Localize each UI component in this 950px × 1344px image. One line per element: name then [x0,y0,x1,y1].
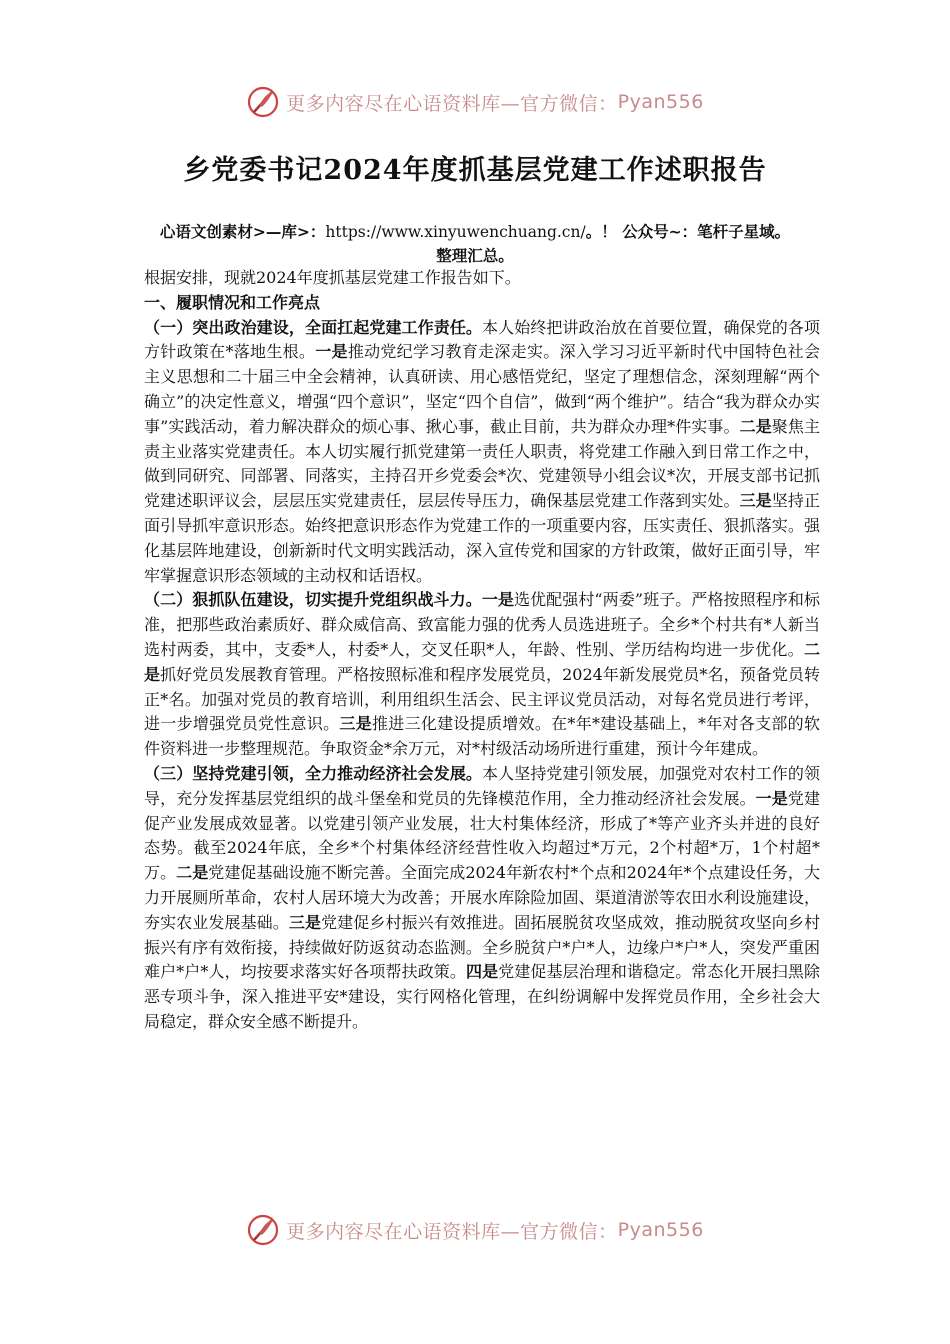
paragraph-text: 推进三化建设提质增效。在*年*建设基础上，*年对各支部的软件资料进一步整理规范。争取资金*余万元，对*村级活动场所进行重建，预计今年建成。 [144,714,820,759]
keyword: 二是 [144,639,820,684]
paragraph-team [144,588,820,762]
watermark-id: Pyan556 [617,91,704,113]
paragraph-text: 党建促产业发展成效显著。以党建引领产业发展，壮大村集体经济，形成了*等产业齐头并进的良好态势。截至2024年底，全乡*个村集体经济经营性收入均超过*万元，2个村超*万，1个村超*万。 [144,788,820,883]
source-url: https://www.xinyuwenchuang.cn/ [325,223,586,241]
watermark-text: 更多内容尽在心语资料库—官方微信： [286,1220,618,1243]
keyword: 三是 [288,912,322,932]
paragraph-lead: （二）狠抓队伍建设，切实提升党组织战斗力。 [144,590,482,610]
document-title: 乡党委书记2024年度抓基层党建工作述职报告 [183,155,767,186]
paragraph-lead: （三）坚持党建引领，全力推动经济社会发展。 [144,763,483,783]
intro-paragraph: 根据安排，现就2024年度抓基层党建工作报告如下。 [144,268,521,287]
keyword: 二是 [739,416,772,436]
document-body [144,266,820,1035]
watermark-header [0,82,950,122]
keyword: 一是 [315,342,348,362]
paragraph-text: 本人坚持党建引领发展，加强党对农村工作的领导，充分发挥基层党组织的战斗堡垒和党员的先锋模范作用，全力推动经济社会发展。 [144,763,820,808]
paragraph-political [144,316,820,589]
paragraph-text: 推动党纪学习教育走深走实。深入学习习近平新时代中国特色社会主义思想和二十届三中全会精神，认真研读、用心感悟党纪，坚定了理想信念，深刻理解“两个确立”的决定性意义，增强“四个意识”，坚定“四个自信”，做到“两个维护”。结合“我为群众办实事”实践活动，着力解决群众的烦心事、揪心事，截止目前，共为群众办理*件实事。 [144,342,820,436]
paragraph-text: 抓好党员发展教育管理。严格按照标准和程序发展党员，2024年新发展党员*名，预备党员转正*名。加强对党员的教育培训，利用组织生活会、民主评议党员活动，对每名党员进行考评，进一步增强党员党性意识。 [144,664,820,734]
section-heading [144,291,820,316]
watermark-id: Pyan556 [617,1219,704,1241]
paragraph-economy [144,762,820,1035]
paragraph-text: 聚焦主责主业落实党建责任。本人切实履行抓党建第一责任人职责，将党建工作融入到日常工作之中，做到同研究、同部署、同落实，主持召开乡党委会*次、党建领导小组会议*次，开展支部书记抓党建述职评议会，层层压实党建责任，层层传导压力，确保基层党建工作落到实处。 [144,416,820,511]
paragraph-text: 党建促基层治理和谐稳定。常态化开展扫黑除恶专项斗争，深入推进平安*建设，实行网格化管理，在纠纷调解中发挥党员作用，全乡社会大局稳定，群众安全感不断提升。 [144,962,820,1031]
keyword: 三是 [339,714,372,734]
feather-logo-icon [246,1213,280,1247]
keyword: 二是 [176,863,209,883]
keyword: 一是 [755,788,788,808]
keyword: 一是 [481,590,514,610]
section-heading-text: 一、履职情况和工作亮点 [144,292,321,312]
keyword: 三是 [739,491,772,511]
keyword: 四是 [465,962,499,982]
paragraph-text: 选优配强村“两委”班子。严格按照程序和标准，把那些政治素质好、群众威信高、致富能力强的优秀人员选进班子。全乡*个村共有*人新当选村两委，其中，支委*人，村委*人，交叉任职*人，年龄、性别、学历结构均进一步优化。 [144,590,820,659]
source-prefix: 心语文创素材>—库>： [159,223,326,241]
feather-logo-icon [246,85,280,119]
paragraph-text: 党建促基础设施不断完善。全面完成2024年新农村*个点和2024年*个点建设任务，大力开展厕所革命，农村人居环境大为改善；开展水库除险加固、渠道清淤等农田水利设施建设，夯实农业发展基础。 [144,863,820,932]
watermark-footer [0,1210,950,1250]
paragraph-text: 党建促乡村振兴有效推进。固拓展脱贫攻坚成效，推动脱贫攻坚向乡村振兴有序有效衔接，持续做好防返贫动态监测。全乡脱贫户*户*人，边缘户*户*人，突发严重困难户*户*人，均按要求落实好各项帮扶政策。 [144,912,820,982]
paragraph-lead: （一）突出政治建设，全面扛起党建工作责任。 [144,317,483,337]
paragraph-text: 坚持正面引导抓牢意识形态。始终把意识形态作为党建工作的一项重要内容，压实责任、狠抓落实。强化基层阵地建设，创新新时代文明实践活动，深入宣传党和国家的方针政策，做好正面引导，牢牢掌握意识形态领域的主动权和话语权。 [144,491,820,585]
paragraph-text: 本人始终把讲政治放在首要位置，确保党的各项方针政策在*落地生根。 [144,317,820,362]
source-suffix: 。！ 公众号~：笔杆子星域。 [585,223,791,241]
watermark-text: 更多内容尽在心语资料库—官方微信： [286,92,618,115]
source-line2: 整理汇总。 [436,247,514,265]
source-line [120,220,830,268]
